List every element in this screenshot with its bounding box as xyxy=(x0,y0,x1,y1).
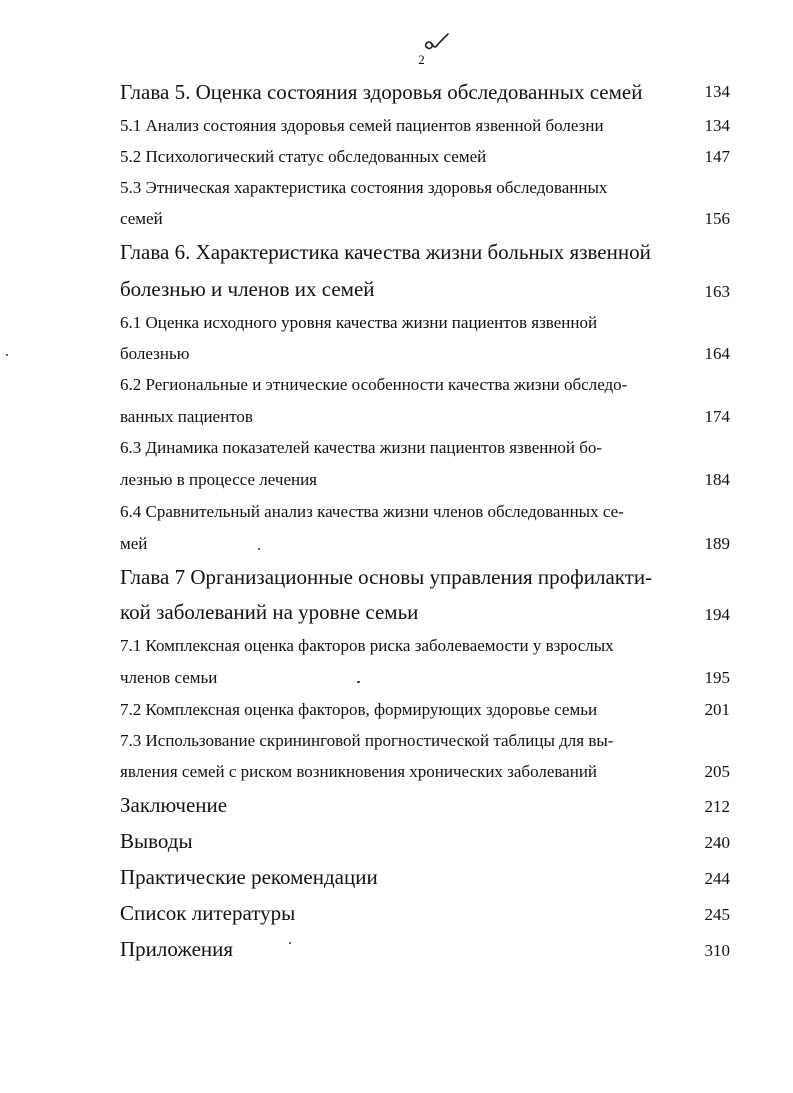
scan-speck xyxy=(6,354,8,356)
toc-line-text: Глава 7 Организационные основы управления профилакти- xyxy=(120,565,653,589)
page-number: 2 xyxy=(418,52,425,67)
toc-line-text: Список литературы xyxy=(120,901,296,925)
toc-line-page: 245 xyxy=(704,905,730,924)
toc-line-page: 310 xyxy=(704,941,730,960)
toc-line-text: Выводы xyxy=(120,829,193,853)
toc-line-page: 195 xyxy=(704,668,730,687)
toc-line-text: Глава 5. Оценка состояния здоровья обследованных семей xyxy=(120,80,643,104)
toc-line-text: 6.1 Оценка исходного уровня качества жизни пациентов язвенной xyxy=(120,313,598,332)
toc-line-text: болезнью и членов их семей xyxy=(120,277,375,301)
toc-line-page: 134 xyxy=(704,116,730,135)
toc-line-text: Приложения xyxy=(120,937,234,961)
toc-line-text: мей xyxy=(120,534,148,553)
toc-line-text: ванных пациентов xyxy=(120,407,253,426)
toc-line-text: 7.3 Использование скрининговой прогностической таблицы для вы- xyxy=(120,731,614,750)
scan-speck xyxy=(258,548,260,550)
toc-line-text: Практические рекомендации xyxy=(120,865,378,889)
scan-speck xyxy=(289,942,291,944)
toc-line-page: 205 xyxy=(704,762,730,781)
toc-line-page: 156 xyxy=(704,209,730,228)
toc-line-page: 201 xyxy=(704,700,730,719)
toc-line-page: 240 xyxy=(704,833,730,852)
toc-line-text: 6.3 Динамика показателей качества жизни пациентов язвенной бо- xyxy=(120,438,603,457)
toc-line-page: 189 xyxy=(704,534,730,553)
toc-line-text: 5.1 Анализ состояния здоровья семей пациентов язвенной болезни xyxy=(120,116,604,135)
toc-line-text: 6.4 Сравнительный анализ качества жизни членов обследованных се- xyxy=(120,502,624,521)
scan-speck xyxy=(357,681,360,683)
toc-line-text: 7.1 Комплексная оценка факторов риска заболеваемости у взрослых xyxy=(120,636,614,655)
toc-line-page: 174 xyxy=(704,407,730,426)
toc-line-text: Глава 6. Характеристика качества жизни больных язвенной xyxy=(120,240,651,264)
toc-line-text: лезнью в процессе лечения xyxy=(120,470,318,489)
toc-line-text: кой заболеваний на уровне семьи xyxy=(120,600,419,624)
toc-line-page: 147 xyxy=(704,147,730,166)
toc-line-text: 5.3 Этническая характеристика состояния здоровья обследованных xyxy=(120,178,608,197)
toc-line-page: 194 xyxy=(704,605,730,624)
toc-line-page: 184 xyxy=(704,470,730,489)
toc-line-text: членов семьи xyxy=(120,668,218,687)
toc-line-text: 5.2 Психологический статус обследованных семей xyxy=(120,147,487,166)
toc-line-text: 7.2 Комплексная оценка факторов, формирующих здоровье семьи xyxy=(120,700,598,719)
toc-line-page: 212 xyxy=(704,797,730,816)
toc-line-page: 163 xyxy=(704,282,730,301)
toc-line-text: семей xyxy=(120,209,163,228)
toc-line-text: болезнью xyxy=(120,344,190,363)
toc-line-text: явления семей с риском возникновения хронических заболеваний xyxy=(120,762,598,781)
toc-line-text: Заключение xyxy=(120,793,228,817)
toc-line-page: 134 xyxy=(704,82,730,101)
toc-line-text: 6.2 Региональные и этнические особенности качества жизни обследо- xyxy=(120,375,628,394)
toc-line-page: 164 xyxy=(704,344,730,363)
handwritten-mark-icon xyxy=(422,32,450,54)
toc-line-page: 244 xyxy=(704,869,730,888)
